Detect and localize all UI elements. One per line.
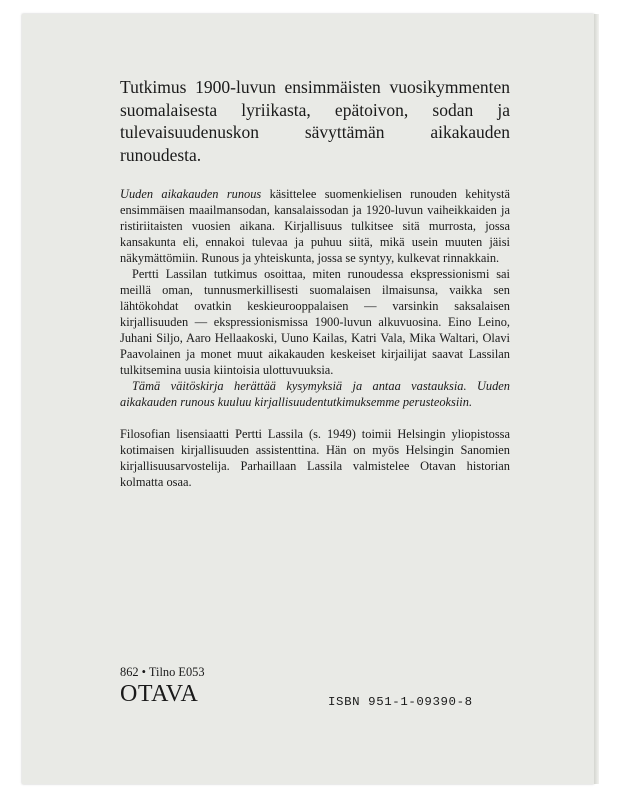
spacer — [120, 410, 510, 426]
author-bio: Filosofian lisensiaatti Pertti Lassila (s. 1949) toimii Helsingin yliopistossa kotimaisen kirjallisuuden assistenttina. Hän on myös Helsingin Sanomien kirjallisuusarvostelija. Parhaillaan Lassila valmistelee Otavan historian kolmatta osaa. — [120, 427, 510, 489]
lead-paragraph: Tutkimus 1900-luvun ensimmäisten vuosikymmenten suomalaisesta lyriikasta, epätoivon, sodan ja tulevaisuudenuskon sävyttämän aikakauden runoudesta. — [120, 77, 510, 165]
isbn-number: ISBN 951-1-09390-8 — [328, 695, 473, 709]
description-paragraph — [120, 186, 510, 266]
cover-edge — [594, 14, 599, 784]
publisher-block — [120, 664, 205, 707]
book-title-italic: Uuden aikakauden runous — [120, 187, 262, 201]
publisher-name: OTAVA — [120, 681, 199, 707]
cover-text-block — [120, 76, 510, 490]
description-text: käsittelee suomenkielisen runouden kehitystä ensimmäisen maailmansodan, kansalaissodan ja 1920-luvun vaiheikkaiden ja ristiriitaisten vuosien aikana. Kirjallisuus tulkitsee sitä murrosta, jossa kansakunta eli, ennakoi tulevaa ja puhuu siitä, mikä usein muuten jäisi näkymättömiin. Runous ja yhteiskunta, jossa se syntyy, kulkevat rinnakkain. — [120, 187, 510, 265]
closing-italic-paragraph: Tämä väitöskirja herättää kysymyksiä ja antaa vastauksia. Uuden aikakauden runous kuuluu kirjallisuudentutkimuksemme perusteoksiin. — [120, 379, 510, 409]
series-number: 862 • Tilno E053 — [120, 665, 205, 679]
study-paragraph: Pertti Lassilan tutkimus osoittaa, miten runoudessa ekspressionismi sai meillä oman, tunnusmerkillisesti suomalaisen ilmaisunsa, vaikka sen lähtökohdat ovatkin keskieurooppalaisen — varsinkin saksalaisen kirjallisuuden — ekspressionismissa 1900-luvun alkuvuosina. Eino Leino, Juhani Siljo, Aaro Hellaakoski, Uuno Kailas, Katri Vala, Mika Waltari, Olavi Paavolainen ja monet muut aikakauden keskeiset kirjailijat saavat Lassilan tulkitsemina uusia kiintoisia ulottuvuuksia. — [120, 267, 510, 377]
